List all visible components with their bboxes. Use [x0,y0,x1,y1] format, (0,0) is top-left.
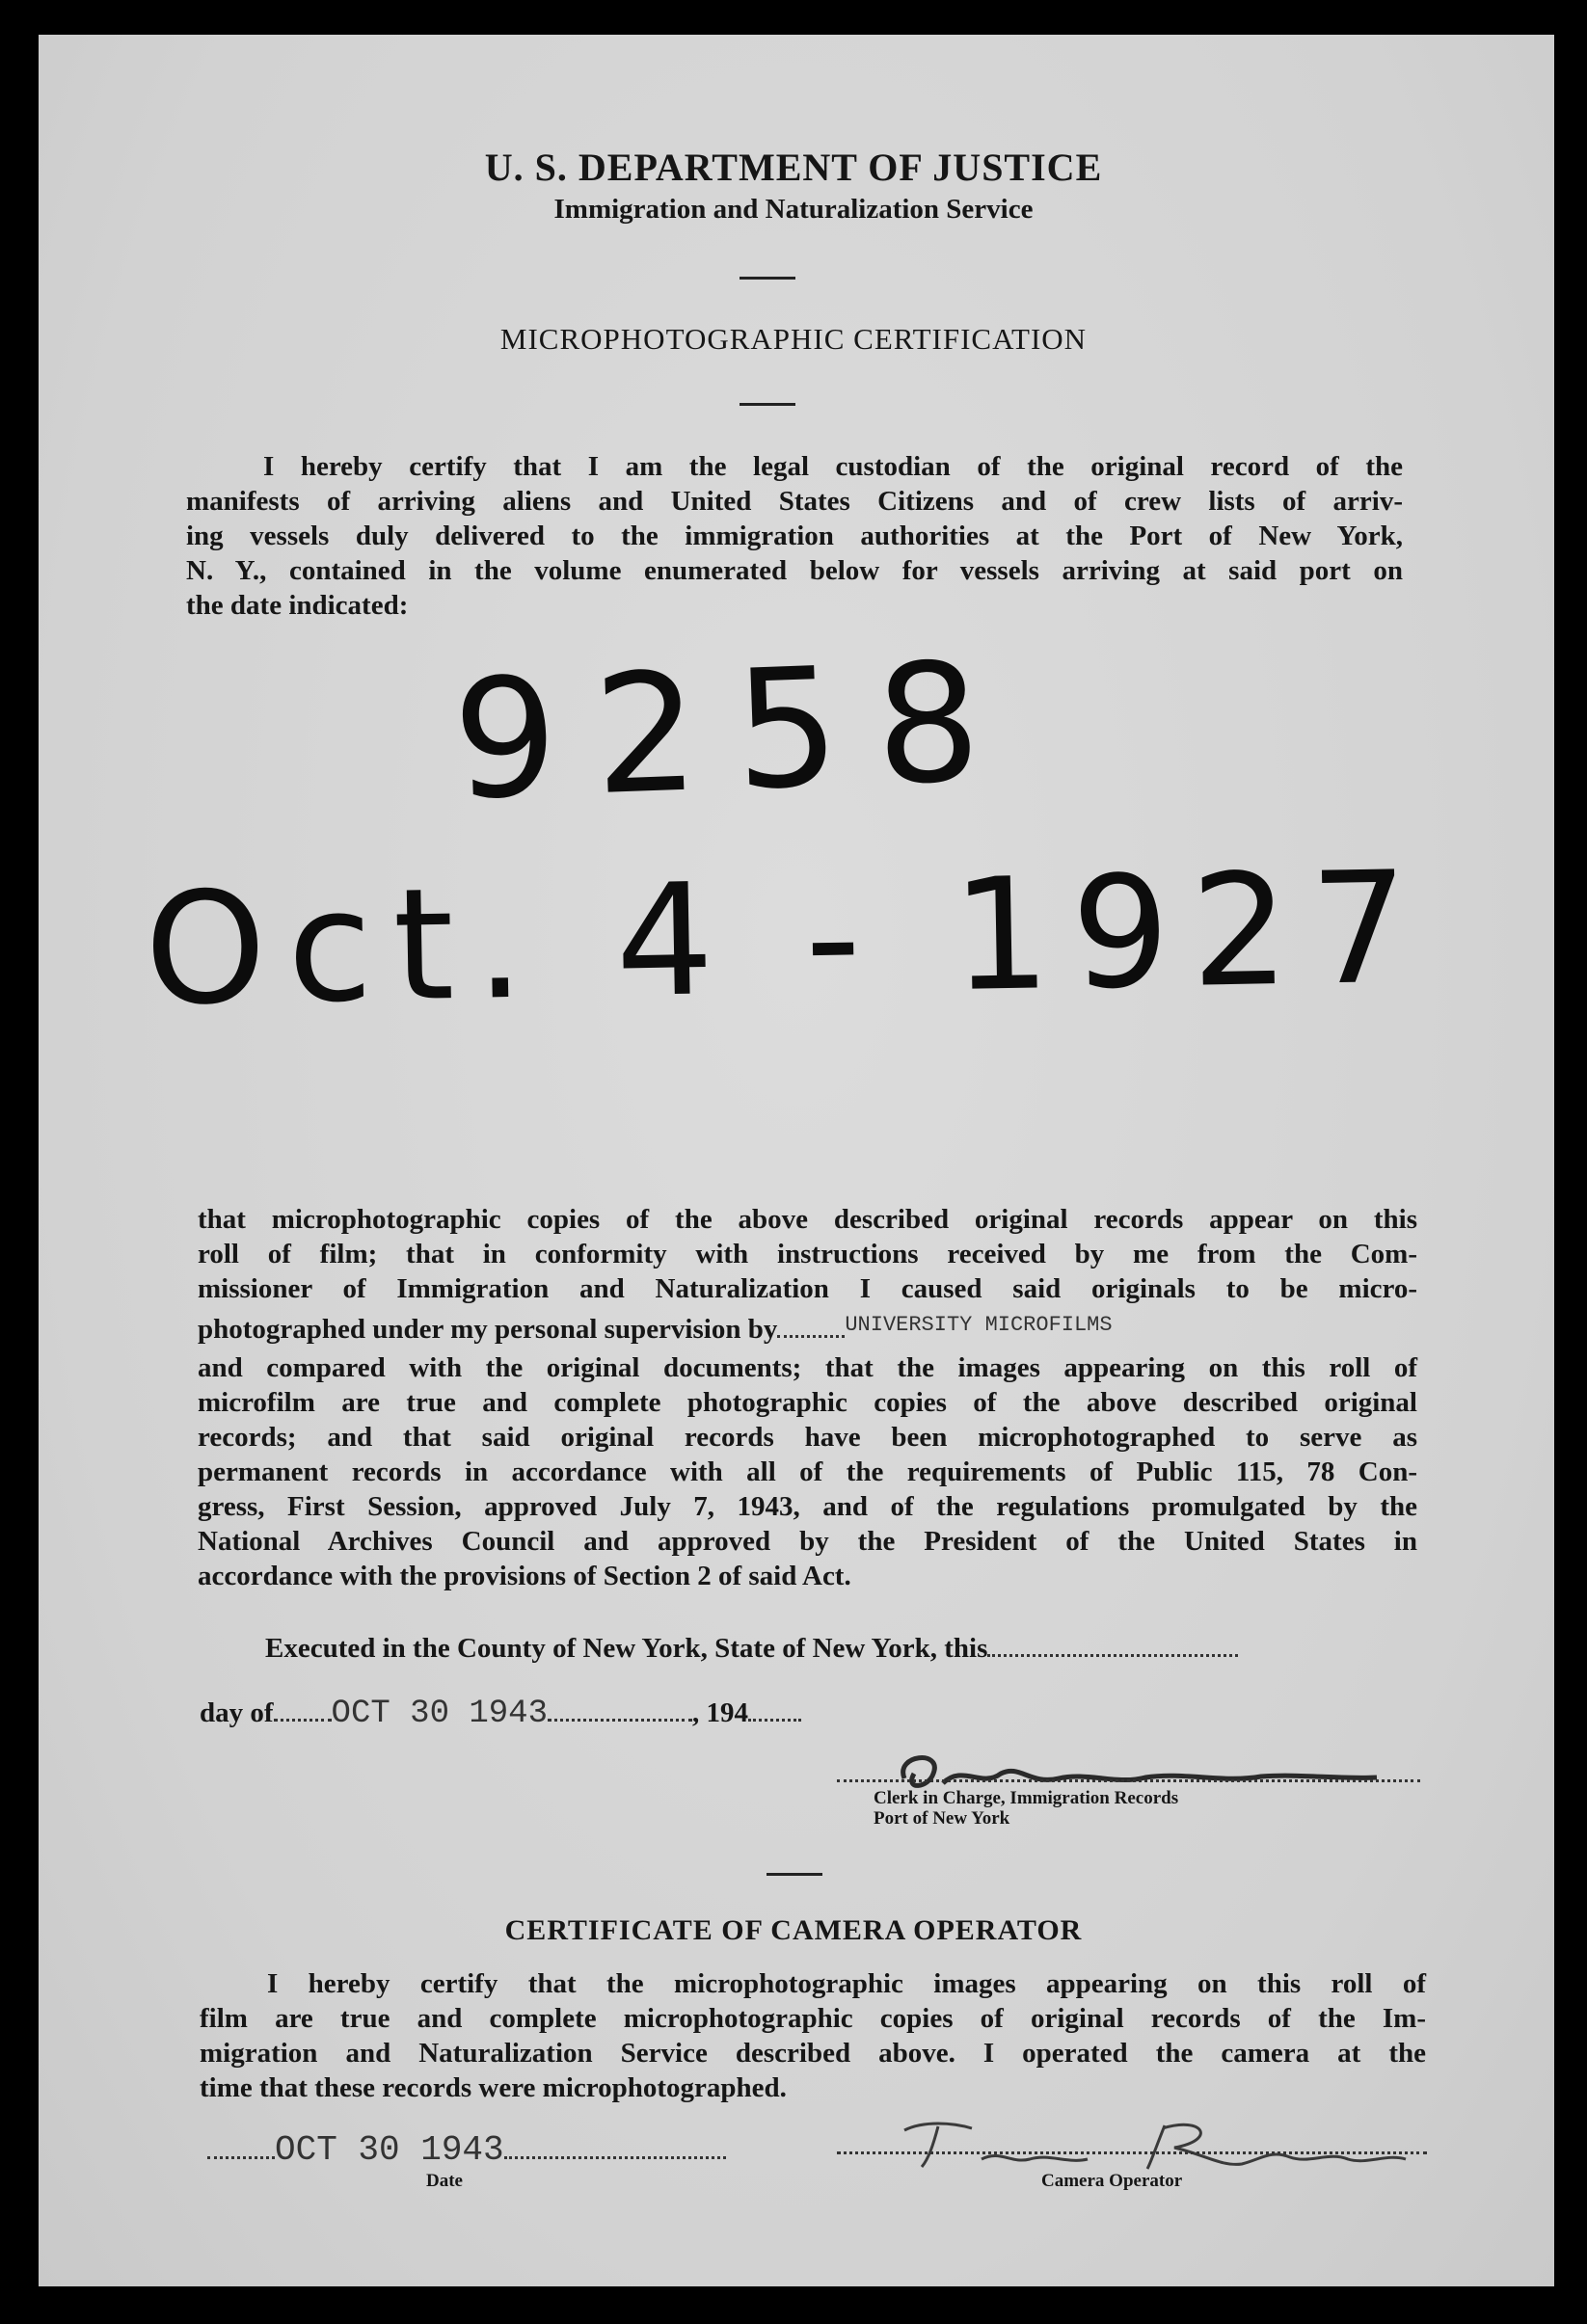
body-line: missioner of Immigration and Naturalization I caused said originals to be micro- [198,1273,1417,1304]
clerk-port: Port of New York [874,1808,1010,1829]
camera-line: migration and Naturalization Service described above. I operated the camera at the [200,2038,1426,2069]
dotted-leader [987,1629,1238,1657]
microfilmer-stamp: UNIVERSITY MICROFILMS [845,1313,1113,1337]
intro-line: N. Y., contained in the volume enumerated below for vessels arriving at said port on [186,555,1403,586]
intro-line: the date indicated: [186,590,409,621]
year-prefix: , 194 [691,1697,748,1728]
camera-date-stamp: OCT 30 1943 [275,2130,504,2170]
day-of-label: day of [200,1697,274,1728]
operator-signature-line [837,2142,1427,2159]
divider [740,403,795,406]
dotted-leader [548,1694,692,1722]
body-line: roll of film; that in conformity with instructions received by me from the Com- [198,1239,1417,1269]
intro-line: manifests of arriving aliens and United States Citizens and of crew lists of arriv- [186,486,1403,517]
camera-certificate-title: CERTIFICATE OF CAMERA OPERATOR [504,1914,1083,1946]
body-line: permanent records in accordance with all of the requirements of Public 115, 78 Con- [198,1456,1417,1487]
divider [740,277,795,280]
date-label: Date [426,2171,463,2191]
body-line: records; and that said original records have been microphotographed to serve as [198,1422,1417,1453]
handwritten-volume-number: 9258 [449,626,1020,838]
intro-line: I hereby certify that I am the legal custodian of the original record of the [263,451,1403,482]
dotted-leader [207,2131,275,2159]
camera-operator-label: Camera Operator [1041,2171,1183,2191]
execution-line [265,1629,1422,1666]
execution-text: Executed in the County of New York, State of New York, this [265,1633,988,1664]
body-line: gress, First Session, approved July 7, 1943, and of the regulations promulgated by the [198,1491,1417,1522]
camera-line: I hereby certify that the microphotographic images appearing on this roll of [267,1968,1426,1999]
intro-line: ing vessels duly delivered to the immigration authorities at the Port of New York, [186,521,1403,551]
certification-title: MICROPHOTOGRAPHIC CERTIFICATION [499,322,1088,356]
body-line: that microphotographic copies of the above described original records appear on this [198,1204,1417,1235]
camera-date-field [207,2130,728,2170]
divider [767,1873,822,1876]
clerk-title: Clerk in Charge, Immigration Records [874,1788,1179,1808]
clerk-signature-line [837,1770,1420,1787]
day-of-line [200,1694,1067,1731]
dotted-leader [837,2142,1427,2154]
camera-line: time that these records were microphotographed. [200,2072,787,2103]
dotted-leader [274,1694,332,1722]
handwritten-date: Oct. 4 - 1927 [143,837,1432,1040]
supervision-line [198,1310,1417,1350]
camera-line: film are true and complete microphotographic copies of original records of the Im- [200,2003,1426,2034]
document-page [39,35,1554,2286]
dotted-leader [777,1310,845,1338]
certification-body [198,1202,1417,1593]
department-heading: U. S. DEPARTMENT OF JUSTICE [484,146,1103,189]
service-heading: Immigration and Naturalization Service [553,194,1034,225]
body-line: accordance with the provisions of Section 2 of said Act. [198,1561,851,1591]
dotted-leader [504,2131,726,2159]
camera-certificate-body [200,1966,1426,2105]
body-line: microfilm are true and complete photographic copies of the above described original [198,1387,1417,1418]
intro-paragraph [186,449,1403,623]
body-line: and compared with the original documents; that the images appearing on this roll of [198,1352,1417,1383]
dotted-leader [837,1770,1420,1782]
dotted-leader [748,1694,801,1722]
supervision-label: photographed under my personal supervision by [198,1314,778,1345]
execution-date-stamp: OCT 30 1943 [331,1696,548,1732]
body-line: National Archives Council and approved by the President of the United States in [198,1526,1417,1557]
